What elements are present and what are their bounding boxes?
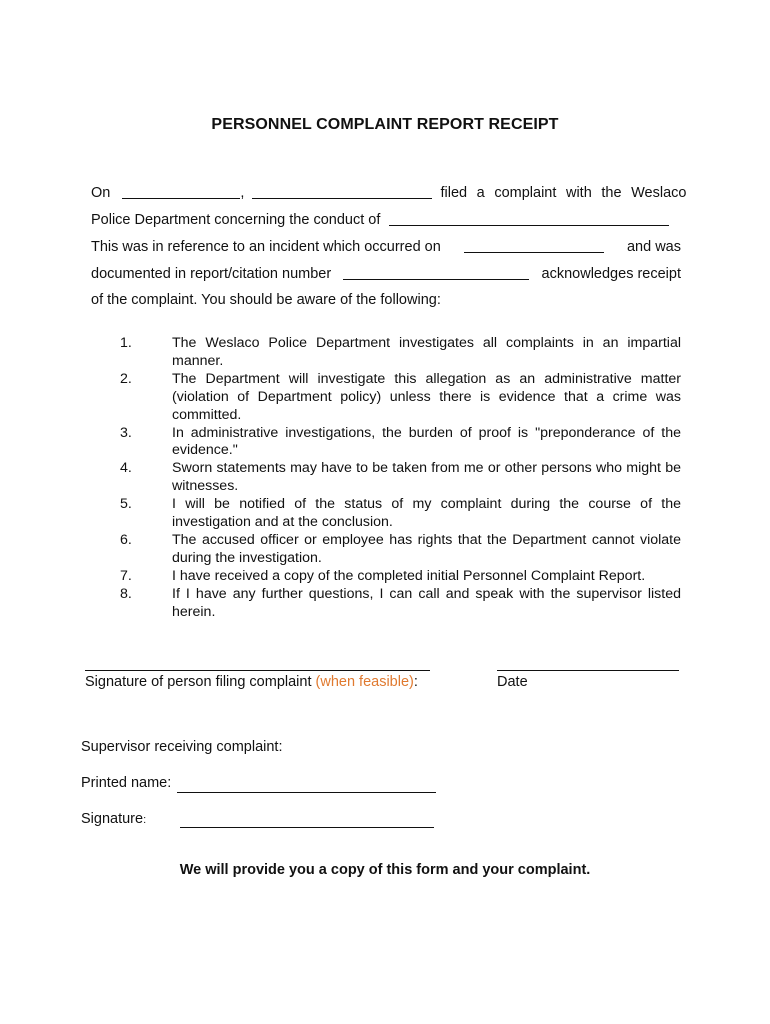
list-item-number: 5.	[120, 496, 132, 513]
list-item	[120, 568, 681, 586]
of-complaint-text: of the complaint. You should be aware of the following:	[91, 292, 441, 308]
on-text: On	[91, 185, 111, 201]
list-item-number: 8.	[120, 585, 132, 602]
incident-date-blank[interactable]	[464, 238, 604, 253]
list-item-text: If I have any further questions, I can call and speak with the supervisor listed herein.	[172, 585, 681, 620]
list-item-text: The accused officer or employee has rights that the Department cannot violate during the investigation.	[172, 531, 681, 566]
paragraph-line-1	[91, 184, 687, 202]
list-item	[120, 586, 681, 622]
police-dept-text: Police Department concerning the conduct of	[91, 212, 381, 228]
footer-note: We will provide you a copy of this form and your complaint.	[179, 862, 591, 878]
signature-label-text: Signature of person filing complaint	[85, 674, 316, 690]
supervisor-signature-text: Signature	[81, 811, 144, 827]
list-item	[120, 532, 681, 568]
comma-text: ,	[240, 185, 245, 201]
date-label: Date	[497, 674, 528, 690]
list-item-text: In administrative investigations, the burden of proof is "preponderance of the evidence."	[172, 424, 681, 459]
list-item	[120, 425, 681, 461]
report-number-blank[interactable]	[343, 265, 529, 280]
filed-text: filed a complaint with the Weslaco	[440, 185, 687, 201]
printed-name-label: Printed name:	[81, 775, 172, 791]
list-item-number: 1.	[120, 335, 132, 351]
list-item-number: 7.	[120, 567, 132, 584]
paragraph-line-4	[91, 265, 681, 283]
list-item-text: Sworn statements may have to be taken from me or other persons who might be witnesses.	[172, 460, 681, 495]
acknowledges-text: acknowledges receipt	[541, 266, 681, 282]
signature-colon: :	[413, 674, 418, 690]
list-item	[120, 371, 681, 425]
reference-text: This was in reference to an incident which occurred on	[91, 239, 441, 255]
list-item-number: 4.	[120, 460, 132, 477]
list-item-text: The Weslaco Police Department investigates all complaints in an impartial manner.	[172, 335, 681, 369]
and-was-text: and was	[626, 239, 681, 255]
list-item	[120, 460, 681, 496]
list-item-text: The Department will investigate this allegation as an administrative matter (violation of Department policy) unless there is evidence that a crime was committed.	[172, 370, 681, 423]
paragraph-line-5	[91, 291, 681, 309]
page-title: PERSONNEL COMPLAINT REPORT RECEIPT	[211, 116, 559, 133]
list-item	[120, 335, 681, 371]
documented-text: documented in report/citation number	[91, 266, 332, 282]
list-item-number: 3.	[120, 424, 132, 441]
printed-name-line[interactable]	[177, 792, 436, 793]
paragraph-line-2	[91, 211, 681, 229]
supervisor-signature-line[interactable]	[180, 827, 434, 828]
list-item	[120, 496, 681, 532]
date-signature-line[interactable]	[497, 670, 679, 671]
date-blank[interactable]	[122, 184, 240, 199]
supervisor-signature-colon: :	[143, 814, 147, 826]
list-item-text: I have received a copy of the completed initial Personnel Complaint Report.	[172, 567, 646, 584]
when-feasible-text: (when feasible)	[315, 674, 414, 690]
complainant-signature-line[interactable]	[85, 670, 430, 671]
list-item-text: I will be notified of the status of my complaint during the course of the investigation and at the conclusion.	[172, 496, 681, 531]
complainant-name-blank[interactable]	[252, 184, 432, 199]
list-item-number: 6.	[120, 531, 132, 548]
employee-conduct-blank[interactable]	[389, 211, 669, 226]
supervisor-signature-label	[81, 811, 146, 827]
supervisor-receiving-label: Supervisor receiving complaint:	[81, 739, 283, 755]
complainant-signature-label	[85, 674, 418, 690]
paragraph-line-3	[91, 238, 681, 256]
list-item-number: 2.	[120, 370, 132, 387]
awareness-list	[120, 335, 681, 622]
